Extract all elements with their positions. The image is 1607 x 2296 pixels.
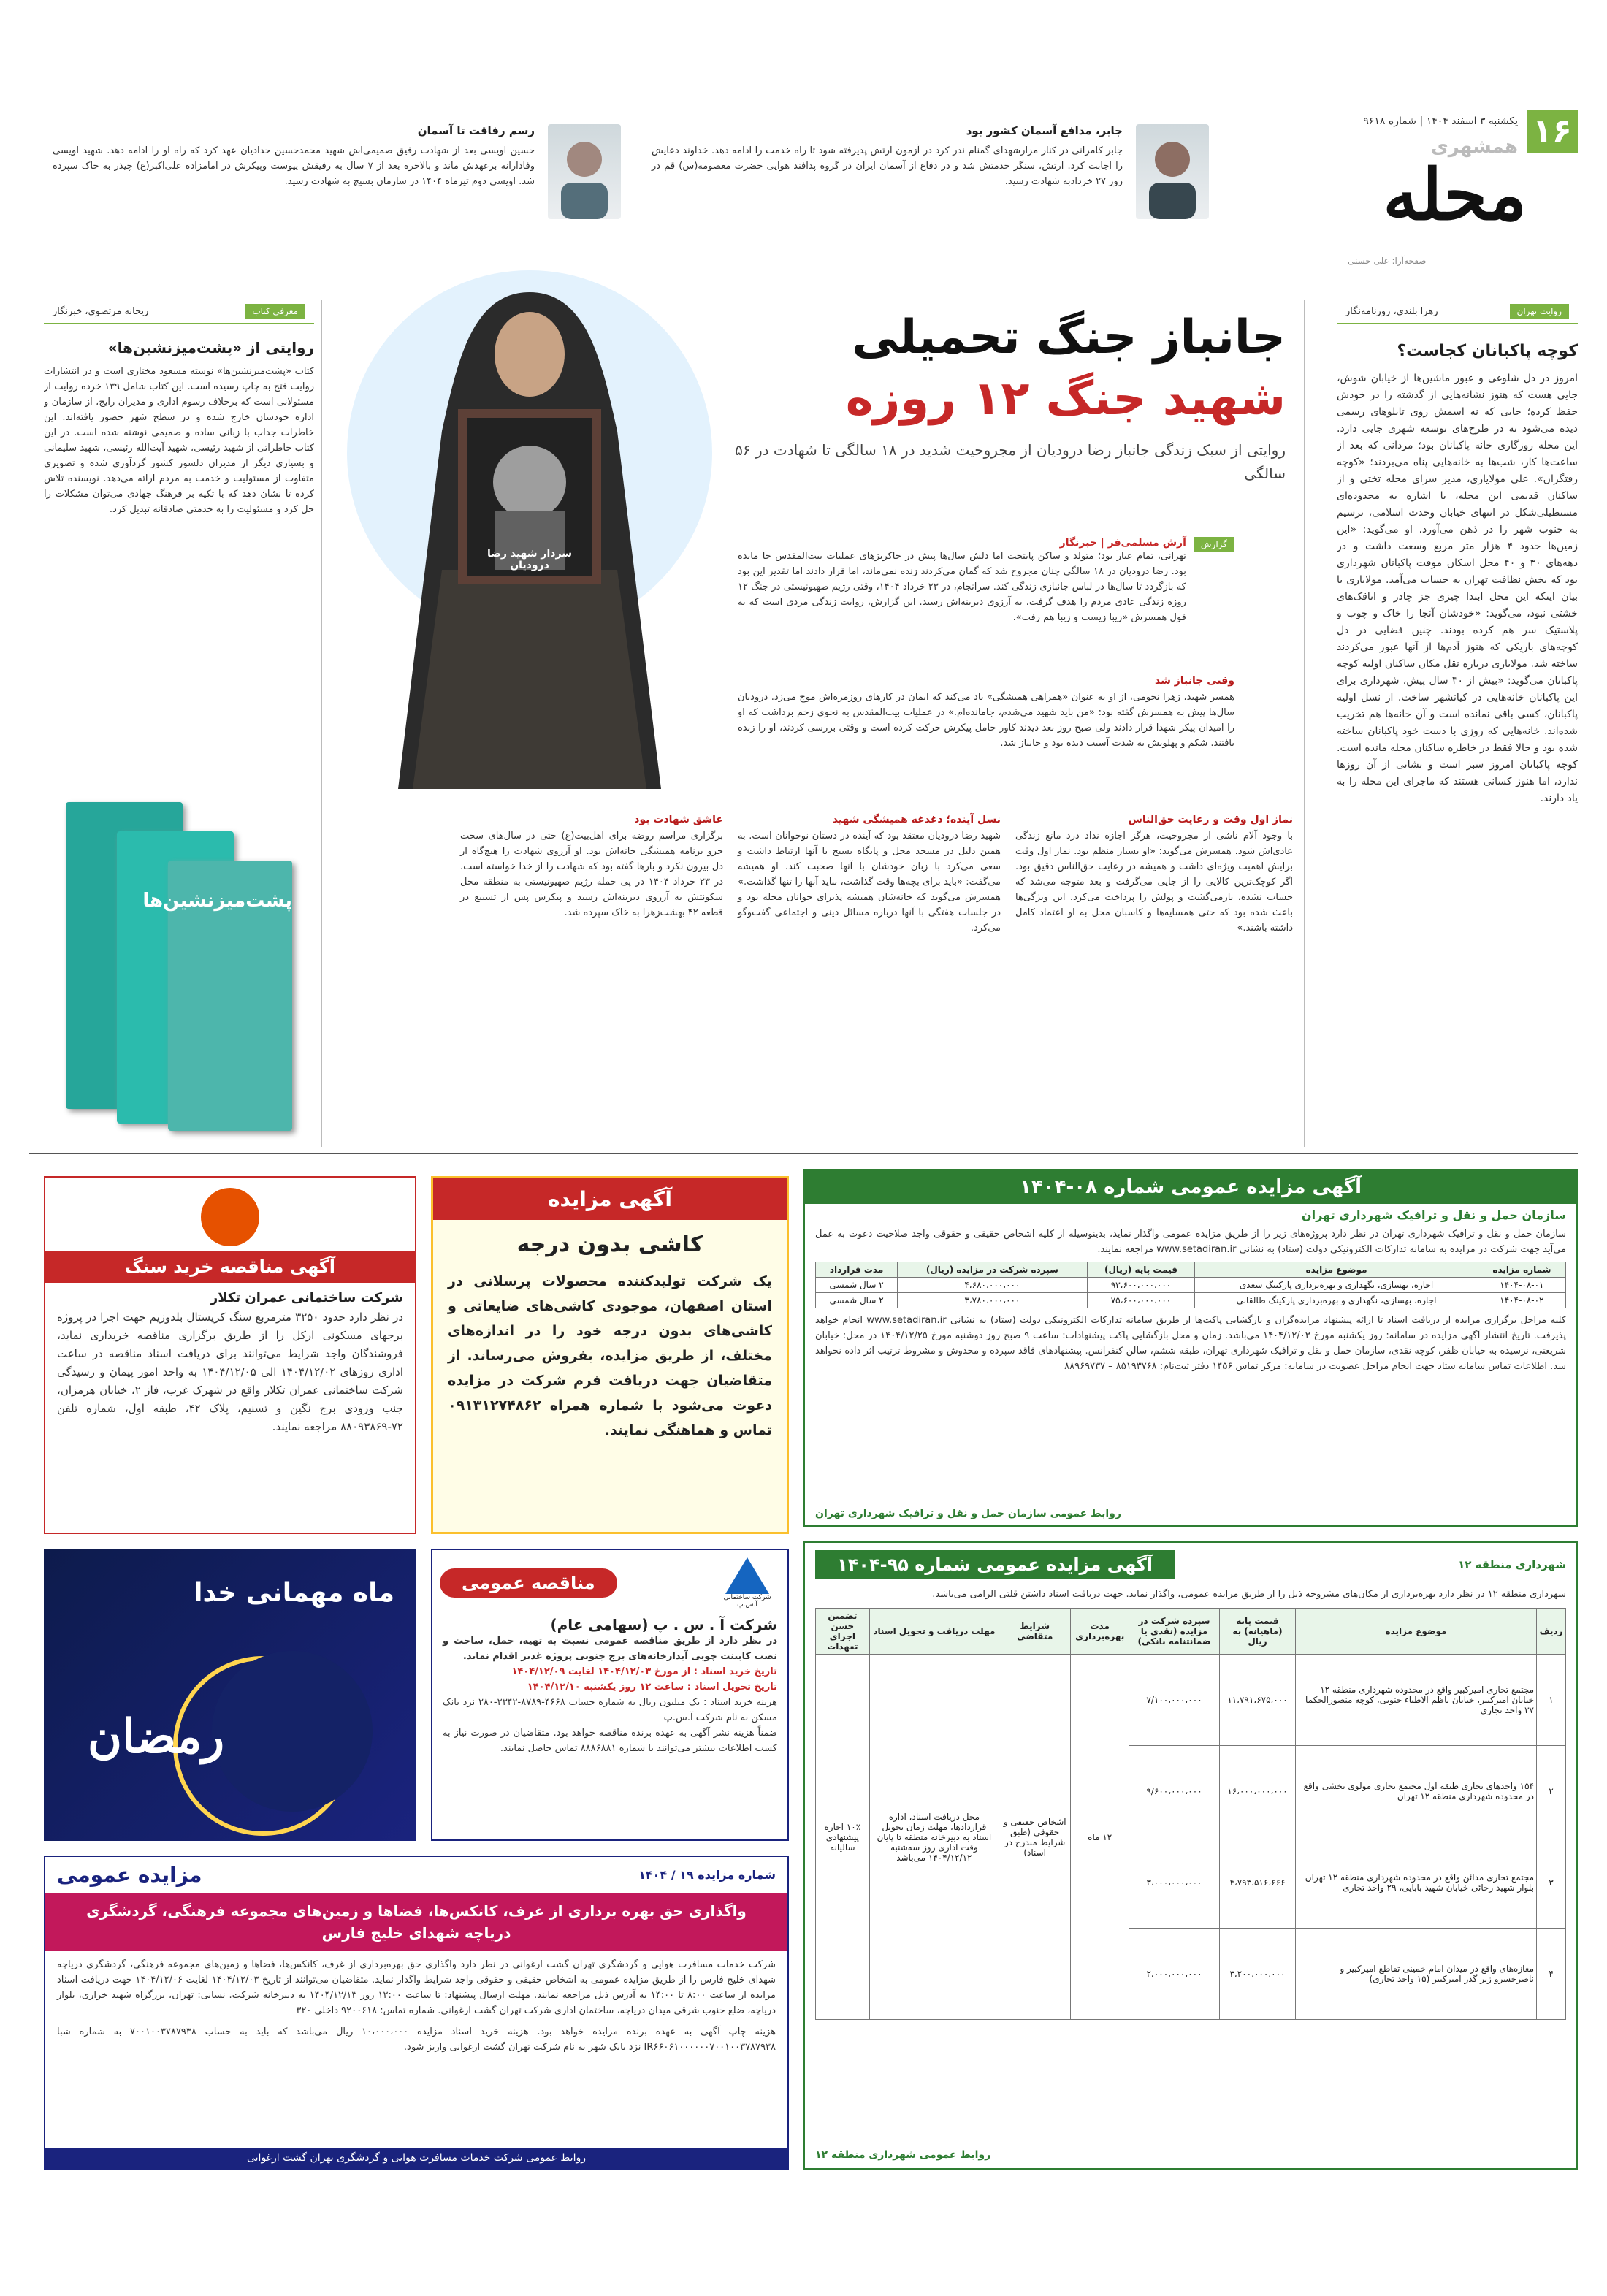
table-cell: ۱۴۰۴-۰۸-۰۱: [1478, 1278, 1565, 1293]
hero-report-tag: گزارش: [1194, 537, 1234, 552]
ad5-sign: روابط عمومی شهرداری منطقه ۱۲: [815, 2149, 991, 2161]
right-column-body: امروز در دل شلوغی و عبور ماشین‌ها از خیابان شوش، جایی هست که هنوز نشانه‌هایی از گذشته را در خودش حفظ کرده؛ جایی که نه اسمش روی تابلوهای رسمی دیده می‌شود نه در طرح‌های توسعه شهری جایی دارد. این محله روزگاری خانه پاکبانان بود؛ مردانی که بعد از ساعت‌ها کار، شب‌ها به خانه‌هایی پناه می‌بردند؛ «کوچه رفتگران». علی مولایاری، مدیر سرای محله تختی و از ساکنان قدیمی این محله، با اشاره به محدوده‌ای مستطیلی‌شکل در انتهای خیابان وحدت اسلامی، ترسیم به جنوب شهر را در ذهن می‌آورد. او می‌گوید: «این زمین‌ها حدود ۴ هزار متر مربع وسعت داشت و در دهه‌های ۳۰ و ۴۰ محل اسکان موقت پاکبانان شهرداری بود که بخش نظافت تهران به حساب می‌آمد. مولایاری با بیان اینکه این محل ابتدا چیزی جز چادر و اتاقک‌های خشتی نبود، می‌گوید: «خودشان آنجا را خاک و چوب و پلاستیک سر هم کرده بودند. چنین فضایی در دل کوچه‌های باریکی که هنوز آدم‌ها از آنها عبور می‌کردند ساخته شد. مولایاری درباره نقل مکان ساکنان اولیه کوچه پاکبانان می‌گوید: «بیش از ۳۰ سال پیش، شهرداری برای این پاکبانان خانه‌هایی در کیانشهر ساخت. از نسل اولیه پاکبانان، کسی باقی نمانده است و آن خانه‌ها هم تخریب شده‌اند. خانه‌هایی که روزی با دست خود پاکبانان ساخته شده بود و حالا فقط در خاطره ساکنان محله مانده است. کوچه پاکبانان امروز سبز است و نشانی از آن روزها ندارد، اما هنوز کسانی هستند که ماجرای این محله را به یاد دارند.: [1337, 373, 1578, 804]
ad-ramadan: [44, 1549, 416, 1841]
hero-photo: [332, 263, 727, 796]
ad5-org: شهرداری منطقه ۱۲: [1458, 1558, 1566, 1571]
ad5-intro: شهرداری منطقه ۱۲ در نظر دارد بهره‌برداری از مکان‌های مشروحه ذیل را از طریق مزایده عمومی، واگذار نماید. جهت دریافت اسناد داشتن قلتی الزامی می‌باشد.: [932, 1589, 1566, 1600]
book-header: [44, 300, 314, 324]
table-cell: ۳،۲۰۰،۰۰۰،۰۰۰: [1219, 1929, 1295, 2020]
hero-col3: [738, 811, 1001, 1140]
ad6-word: رمضان: [88, 1709, 225, 1764]
table-cell: ۴: [1537, 1929, 1566, 2020]
table-cell: ۱۵۴ واحدهای تجاری طبقه اول مجتمع تجاری مولوی بخشی واقع در محدوده شهرداری منطقه ۱۲ تهران: [1296, 1746, 1537, 1837]
ad4-l3: هزینه خرید اسناد : یک میلیون ریال به شماره حساب ۴۶۶۸-۸۷۸۹-۲۳۴۲-۲۸۰ نزد بانک مسکن به نام شرکت آ.س.پ: [443, 1697, 777, 1723]
right-column-kicker: روایت تهران: [1510, 304, 1570, 319]
table-cell: ۲: [1537, 1746, 1566, 1837]
paper-name: همشهری: [1430, 136, 1518, 158]
hero-intro-text: تهرانی، تمام عیار بود؛ متولد و ساکن پایتخت اما دلش سال‌ها پیش در خاکریزهای عملیات بیت‌المقدس جا مانده بود. رضا درودیان در ۱۸ سالگی چنان مجروح شد که گمان می‌کردند زنده نمی‌ماند، اما قرار دادند اما تقدیر این بود که بازگردد تا سال‌ها در لباس جانبازی زندگی کند. سرانجام، در ۲۳ خرداد ۱۴۰۴، وقتی رژیم صهیونیستی در جنگ ۱۲ روزه زندگی عادی مردم را هدف گرفت، به آرزوی دیرینه‌اش رسید. این گزارش، روایت زندگی مردی است که به قول همسرش «زیبا زیست و زیبا هم رفت».: [738, 551, 1186, 623]
book-covers: [44, 787, 314, 1138]
hero-col2: [1015, 811, 1293, 1140]
ad-tile-auction: [431, 1176, 789, 1534]
table-row: [816, 1278, 1566, 1293]
hero-title-line1: جانباز جنگ تحمیلی: [852, 310, 1286, 365]
date-issue: یکشنبه ۳ اسفند ۱۴۰۴ | شماره ۹۶۱۸: [1363, 115, 1518, 127]
table-cell: ۹/۶۰۰،۰۰۰،۰۰۰: [1129, 1746, 1220, 1837]
table-cell: ۱۲ ماه: [1071, 1655, 1129, 2020]
ad5-th: موضوع مزایده: [1296, 1609, 1537, 1655]
masthead: [1348, 110, 1578, 270]
ad4-title: مناقصه عمومی: [440, 1568, 617, 1598]
ad1-sign: روابط عمومی سازمان حمل و نقل و ترافیک شهرداری تهران: [815, 1508, 1121, 1519]
section-logo: محله: [1383, 153, 1527, 236]
right-column-header: [1337, 300, 1578, 324]
ad1-th: موضوع مزایده: [1195, 1262, 1478, 1278]
ad1-intro: سازمان حمل و نقل و ترافیک شهرداری تهران در نظر دارد پروژه‌های زیر را از طریق مزایده عمومی واگذار نماید، بدینوسیله از کلیه اشخاص حقیقی و حقوقی واجد صلاحیت دعوت به عمل می‌آید جهت شرکت در مزایده به سامانه تدارکات الکترونیکی دولت (ستاد) به نشانی www.setadiran.ir مراجعه نمایند.: [815, 1229, 1566, 1255]
ad4-l2: تاریخ تحویل اسناد : ساعت ۱۲ روز یکشنبه ۱۴۰۴/۱۲/۱۰: [527, 1682, 777, 1693]
ad-transport-auction: [804, 1169, 1578, 1527]
table-row: [816, 1655, 1566, 1746]
hero-sub3: نسل آینده؛ دغدغه همیشگی شهید: [832, 814, 1001, 825]
jaber-photo: [1136, 124, 1209, 219]
hero-lead: روایتی از سبک زندگی جانباز رضا درودیان از مجروحیت شدید در ۱۸ سالگی تا شهادت در ۵۶ سالگی: [735, 441, 1286, 482]
table-cell: ۹۳،۶۰۰،۰۰۰،۰۰۰: [1087, 1278, 1195, 1293]
table-cell: مجتمع تجاری مدائن واقع در محدوده شهرداری منطقه ۱۲ تهران بلوار شهید رجائی خیابان شهید بابایی، ۲۹ واحد تجاری: [1296, 1837, 1537, 1929]
ad1-table: [815, 1262, 1566, 1308]
ad5-th: مدت بهره‌برداری: [1071, 1609, 1129, 1655]
ad5-table: [815, 1608, 1566, 2020]
hero-section1: [738, 672, 1234, 751]
ad7-title: مزایده عمومی: [57, 1863, 202, 1887]
right-column: [1337, 300, 1578, 1147]
table-cell: اجاره، بهسازی، نگهداری و بهره‌برداری پارکینگ سعدی: [1195, 1278, 1478, 1293]
table-cell: مجتمع تجاری امیرکبیر واقع در محدوده شهرداری منطقه ۱۲ خیابان امیرکبیر، خیابان ناظم الاطباء جنوبی، کوچه منصورالحکما ۳۷ واحد تجاری: [1296, 1655, 1537, 1746]
ad1-table-wrap: [805, 1257, 1576, 1313]
editor-credit: صفحه‌آرا: علی حسنی: [1348, 256, 1427, 266]
right-column-title: کوچه پاکبانان کجاست؟: [1397, 342, 1578, 360]
book-body: کتاب «پشت‌میزنشین‌ها» نوشته مسعود مختاری است و در انتشارات روایت فتح به چاپ رسیده است. این کتاب شامل ۱۳۹ خرده روایت از مسئولانی است که برخلاف رسوم اداری و مدیران رایج، از سازمان و اداره خودشان خارج شده و در سطح شهر حضور یافته‌اند. این خاطرات جذاب با زبانی ساده و صمیمی نوشته شده است. در این کتاب خاطراتی از شهید رئیسی، شهید آیت‌الله رئیسی، شهید سلیمانی و بسیاری دیگر از مدیران دلسوز کشور گردآوری شده و تصویری متفاوت از مسئولیت و خدمت به مردم ارائه می‌دهد. نویسنده تلاش کرده تا نشان دهد که با تکیه بر فرهنگ جهادی می‌توان مشکلات را حل کرد و مسئولیت را به خدمتی صادقانه تبدیل کرد.: [44, 366, 314, 515]
book-cover-title: پشت‌میزنشین‌ها: [142, 890, 292, 912]
hero-photo-caption: سردار شهید رضا درودیان: [487, 548, 572, 571]
ad4-company: شرکت آ . س . پ (سهامی عام): [550, 1616, 777, 1633]
table-cell: ۱۴۰۴-۰۸-۰۲: [1478, 1293, 1565, 1308]
table-cell: ۳،۷۸۰،۰۰۰،۰۰۰: [898, 1293, 1088, 1308]
hero-intro: [738, 537, 1234, 625]
ad7-sign: روابط عمومی شرکت خدمات مسافرت هوایی و گردشگری تهران گشت ارغوانی: [45, 2148, 787, 2168]
table-cell: ۴،۶۸۰،۰۰۰،۰۰۰: [898, 1278, 1088, 1293]
jaber-title: جابر، مدافع آسمان کشور بود: [966, 124, 1123, 137]
ad5-th: شرایط متقاضی: [999, 1609, 1071, 1655]
ad3-logo: [201, 1188, 259, 1246]
hero-sub4: عاشق شهادت بود: [634, 814, 723, 825]
ad5-th: مهلت دریافت و تحویل اسناد: [869, 1609, 999, 1655]
ad7-number: شماره مزایده ۱۹ / ۱۴۰۴: [638, 1868, 776, 1882]
jaber-body: جابر کامرانی در کنار مزارشهدای گمنام نذر کرد در آزمون ارتش پذیرفته شود تا راه خدمت را ادامه دهد. خداوند دعایش را اجابت کرد. ارتش، سنگر خدمتش شد و در دفاع از آسمان ایران در گروه پدافند هوایی حضرت معصومه(س) قم در روز ۲۷ خردادبه شهادت رسید.: [652, 145, 1123, 187]
ad6-title: ماه مهمانی خدا: [194, 1578, 394, 1608]
ad7-subject: واگذاری حق بهره برداری از غرف، کانکس‌ها، فضاها و زمین‌های مجموعه فرهنگی، گردشگری دریاچه شهدای خلیج فارس: [45, 1893, 787, 1951]
ad7-notes: هزینه چاپ آگهی به عهده برنده مزایده خواهد بود. هزینه خرید اسناد مزایده ۱۰،۰۰۰،۰۰۰ ریال می‌باشد که باید به حساب ۷۰۰۱۰۰۳۷۸۷۹۳۸ به شماره شبا IR۶۶۰۶۱۰۰۰۰۰۰۷۰۰۱۰۰۳۷۸۷۹۳۸ نزد بانک شهر به نام شرکت تهران گشت ارغوانی واریز شود.: [57, 2026, 776, 2053]
ad4-logo: [714, 1557, 780, 1609]
ad3-body: در نظر دارد حدود ۳۲۵۰ مترمربع سنگ کریستال بلدوزیم جهت اجرا در پروژه برجهای مسکونی ارکل را از طریق برگزاری مناقصه خریداری نماید، فروشندگان واجد شرایط می‌توانند برای دریافت اسناد مناقصه در ساعت اداری روزهای ۱۴۰۴/۱۲/۰۲ الی ۱۴۰۴/۱۲/۰۵ به واحد امور پیمان و رسیدگی شرکت ساختمانی عمران تکلار واقع در شهرک غرب، فاز ۲، خیابان هرمزان، جنب ورودی برج نگین و تسنیم، پلاک ۴۲، طبقه اول، شماره تلفن ۷۲-۸۸۰۹۳۸۶۹ مراجعه نمایند.: [57, 1311, 403, 1433]
hero-col4: [460, 811, 723, 1140]
oveysi-body: حسین اویسی بعد از شهادت رفیق صمیمی‌اش شهید محمدحسین حدادیان عهد کرد که راه او را ادامه دهد. شهید اویسی وفادارانه برعهدش ماند و بالاخره بعد از ۷ سال به رفیقش پیوست وپیکرش در امامزاده علی‌اکبر(ع) چیذر به خاک سپرده شد. اویسی دوم تیرماه ۱۴۰۴ در سازمان بسیج به شهادت رسید.: [53, 145, 535, 187]
book-title: روایتی از «پشت‌میزنشین‌ها»: [107, 339, 314, 356]
table-row: [816, 1293, 1566, 1308]
table-cell: ۱: [1537, 1655, 1566, 1746]
ad1-th: شماره مزایده: [1478, 1262, 1565, 1278]
ad1-th: سپرده شرکت در مزایده (ریال): [898, 1262, 1088, 1278]
ad1-notes: کلیه مراحل برگزاری مزایده از دریافت اسناد تا ارائه پیشنهاد مزایده‌گران و بازگشایی پاکت‌ها از طریق سامانه تدارکات الکترونیکی دولت (ستاد) به نشانی www.setadiran.ir انجام خواهد پذیرفت. تاریخ انتشار آگهی مزایده در سامانه: روز یکشنبه مورخ ۱۴۰۴/۱۲/۰۳ می‌باشد. زمان و محل بازگشایی پاکت پیشنهادات: ساعت ۹ صبح روز دوشنبه مورخ ۱۴۰۴/۱۲/۲۵ در محل: خیابان شریعتی، نرسیده به خیابان ظفر، کوچه نقدی، سازمان حمل و نقل و ترافیک شهرداری تهران، طبقه ششم، سالن کنفرانس. پیشنهادهای فاقد سپرده و مخدوش و مشروط ترتیب اثر داده نخواهد شد. اطلاعات تماس سامانه ستاد جهت انجام مراحل عضویت در سامانه: مرکز تماس ۱۴۵۶ دفتر ثبت‌نام: ۸۵۱۹۳۷۶۸ – ۸۸۹۶۹۷۳۷: [815, 1315, 1566, 1372]
hero-sub2: نماز اول وقت و رعایت حق‌الناس: [1128, 814, 1293, 825]
ad-asp-tender: [431, 1549, 789, 1841]
right-column-author: زهرا بلندی، روزنامه‌نگار: [1345, 305, 1438, 317]
top-box-oveysi: [44, 117, 621, 226]
hero-columns: [343, 811, 1293, 1140]
table-cell: ۱۰٪ اجاره پیشنهادی سالیانه: [816, 1655, 870, 2020]
ad4-l1: تاریخ خرید اسناد : از مورخ ۱۴۰۴/۱۲/۰۳ لغایت ۱۴۰۴/۱۲/۰۹: [511, 1666, 777, 1677]
ad-district12-auction: [804, 1541, 1578, 2170]
book-column: [44, 300, 314, 1147]
table-cell: ۷۵،۶۰۰،۰۰۰،۰۰۰: [1087, 1293, 1195, 1308]
ad-stone-tender: [44, 1176, 416, 1534]
ad3-title: آگهی مناقصه خرید سنگ: [45, 1251, 415, 1283]
ad4-intro: در نظر دارد از طریق مناقصه عمومی نسبت به تهیه، حمل، ساخت و نصب کابینت چوبی آبدارخانه‌های برج جنوبی پروژه غدیر اقدام نماید.: [443, 1636, 777, 1662]
table-cell: ۱۱،۷۹۱،۶۷۵،۰۰۰: [1219, 1655, 1295, 1746]
ad1-th: مدت قرارداد: [816, 1262, 898, 1278]
hero-sub1: وقتی جانباز شد: [1155, 675, 1234, 687]
table-cell: اجاره، بهسازی، نگهداری و بهره‌برداری پارکینگ طالقانی: [1195, 1293, 1478, 1308]
ad4-logo-text: شرکت ساختمانی آ.س.پ: [723, 1594, 771, 1609]
table-cell: ۲ سال شمسی: [816, 1278, 898, 1293]
hero-p4: برگزاری مراسم روضه برای اهل‌بیت(ع) حتی در سال‌های سخت جزو برنامه همیشگی خانه‌اش بود. او آرزوی شهادت را هیچ‌گاه از دل بیرون نکرد و بارها گفته بود که شهادت را از خدا خواسته است. در ۲۳ خرداد ۱۴۰۴ در پی حمله رژیم صهیونیستی به منطقه محل سکونتش به آرزوی دیرینه‌اش رسید و پیکرش پس از تشییع در قطعه ۴۲ بهشت‌زهرا به خاک سپرده شد.: [460, 831, 723, 918]
table-cell: ۱۶،۰۰۰،۰۰۰،۰۰۰: [1219, 1746, 1295, 1837]
table-cell: ۳: [1537, 1837, 1566, 1929]
hero-p1: همسر شهید، زهرا نجومی، از او به عنوان «همراهی همیشگی» یاد می‌کند که ایمان در کارهای روزمره‌اش موج می‌زد. درودیان سال‌ها پیش به همسرش گفته بود: «من باید شهید می‌شدم، جامانده‌ام.» در عملیات بیت‌المقدس به نحوی زخم برداشت که او را امیدان پیکر شهدا قرار دادند ولی صبح روز بعد دیدند کاور حامل پیکرش حرکت کرده است و وقتی بررسی کردند، او را زنده یافتند. شکم و پهلویش به شدت آسیب دیده بود و جانباز شد.: [738, 692, 1234, 749]
table-cell: ۴،۷۹۳،۵۱۶،۶۶۶: [1219, 1837, 1295, 1929]
hero-p2: با وجود آلام ناشی از مجروحیت، هرگز اجازه نداد درد مانع زندگی عادی‌اش شود. همسرش می‌گوید: «او بسیار منظم بود. نماز اول وقت برایش اهمیت ویژه‌ای داشت و همیشه در رعایت حق‌الناس دقیق بود. اگر کوچک‌ترین کالایی را از جایی می‌گرفت و بعد متوجه می‌شد که حساب نشده، بازمی‌گشت و پولش را پرداخت می‌کرد. این ویژگی‌ها باعث شده بود که حتی همسایه‌ها و کاسبان محل به او اعتماد کامل داشته باشند.»: [1015, 831, 1293, 934]
table-cell: اشخاص حقیقی و حقوقی (طبق شرایط مندرج در اسناد): [999, 1655, 1071, 2020]
ad2-body: یک شرکت تولیدکننده محصولات پرسلانی در استان اصفهان، موجودی کاشی‌های ضایعاتی و کاشی‌های بدون درجه خود را در اندازه‌های مختلف، از طریق مزایده، بفروش می‌رساند. از متقاضیان جهت دریافت فرم شرکت در مزایده دعوت می‌شود با شماره همراه ۰۹۱۳۱۲۷۴۸۶۲ تماس و هماهنگی نمایند.: [448, 1273, 772, 1438]
ad4-l4: ضمناً هزینه نشر آگهی به عهده برنده مناقصه خواهد بود. متقاضیان در صورت نیاز به کسب اطلاعات بیشتر می‌توانند با شماره ۸۸۸۶۸۸۱ تماس حاصل نمایند.: [443, 1728, 777, 1754]
hero-p3: شهید رضا درودیان معتقد بود که آینده در دستان نوجوانان است. به همین دلیل در مسجد محل و پایگاه بسیج با آنها ارتباط داشت و سعی می‌کرد با زبان خودشان با آنها صحبت کند. او همیشه می‌گفت: «باید برای بچه‌ها وقت گذاشت، نباید آنها را تنها گذاشت.» همسرش می‌گوید که خانه‌شان همیشه پذیرای جوانان محله بود و در جلسات هفتگی با آنها درباره مسائل دینی و اجتماعی گفت‌وگو می‌کرد.: [738, 831, 1001, 934]
ad7-body: شرکت خدمات مسافرت هوایی و گردشگری تهران گشت ارغوانی در نظر دارد واگذاری حق بهره‌برداری از غرف، کانکس‌ها، فضاها و زمین‌های مجموعه فرهنگی، گردشگری دریاچه شهدای خلیج فارس را از طریق مزایده عمومی به اشخاص حقیقی و حقوقی واجد شرایط واگذار نماید. متقاضیان می‌توانند از تاریخ ۱۴۰۴/۱۲/۰۳ لغایت ۱۴۰۴/۱۲/۰۶ جهت دریافت اسناد مزایده از ساعت ۸:۰۰ تا ۱۴:۰۰ به آدرس ذیل مراجعه نمایند. مهلت ارسال پیشنهاد: تا ساعت ۱۲:۰۰ روز ۱۴۰۴/۱۲/۱۳ به دبیرخانه شرکت. نشانی: تهران، بزرگراه شهید خرازی، بلوار دریاچه، ضلع جنوب شرقی میدان دریاچه، ساختمان اداری شرکت تهران گشت ارغوانی. شماره تماس: ۹۲۰۰۶۱۸ داخلی ۳۲۰: [57, 1959, 776, 2016]
top-box-jaber: [643, 117, 1209, 226]
ad5-table-wrap: [805, 1602, 1576, 2026]
table-cell: مغازه‌های واقع در میدان امام خمینی تقاطع امیرکبیر و ناصرخسرو زیر گذر امیرکبیر (۱۵ واحد تجاری): [1296, 1929, 1537, 2020]
ad1-org: سازمان حمل و نقل و ترافیک شهرداری تهران: [1301, 1208, 1566, 1222]
ad1-title: آگهی مزایده عمومی شماره ۰۸-۱۴۰۴: [805, 1170, 1576, 1204]
ad5-th: تضمین حسن اجرای تعهدات: [816, 1609, 870, 1655]
ad3-company: شرکت ساختمانی عمران تکلار: [210, 1290, 403, 1305]
table-cell: ۲،۰۰۰،۰۰۰،۰۰۰: [1129, 1929, 1220, 2020]
ad5-th: قیمت پایه (ماهیانه) به ریال: [1219, 1609, 1295, 1655]
book-author: ریحانه مرتضوی، خبرنگار: [53, 305, 149, 317]
hero-title-block: [730, 307, 1286, 526]
oveysi-title: رسم رفاقت تا آسمان: [417, 124, 535, 137]
ad5-th: سپرده شرکت در مزایده (نقدی یا ضمانتنامه بانکی): [1129, 1609, 1220, 1655]
table-cell: ۲ سال شمسی: [816, 1293, 898, 1308]
table-cell: ۳،۰۰۰،۰۰۰،۰۰۰: [1129, 1837, 1220, 1929]
ad-lake-auction: [44, 1856, 789, 2170]
table-cell: ۷/۱۰۰،۰۰۰،۰۰۰: [1129, 1655, 1220, 1746]
ad5-title: آگهی مزایده عمومی شماره ۹۵-۱۴۰۴: [815, 1550, 1175, 1579]
oveysi-photo: [548, 124, 621, 219]
book-kicker: معرفی کتاب: [245, 304, 305, 319]
page-number: ۱۶: [1527, 110, 1578, 153]
hero-byline: آرش مسلمی‌فر | خبرنگار: [1059, 537, 1186, 549]
ad5-th: ردیف: [1537, 1609, 1566, 1655]
table-cell: محل دریافت اسناد، اداره قراردادها، مهلت زمان تحویل اسناد به دبیرخانه منطقه تا پایان وقت اداری روز سه‌شنبه ۱۴۰۴/۱۲/۱۲ می‌باشد: [869, 1655, 999, 2020]
ad2-subtitle: کاشی بدون درجه: [516, 1232, 703, 1257]
hero-title-line2: شهید جنگ ۱۲ روزه: [845, 372, 1286, 426]
ad1-th: قیمت پایه (ریال): [1087, 1262, 1195, 1278]
ad2-title: آگهی مزایده: [433, 1178, 787, 1220]
